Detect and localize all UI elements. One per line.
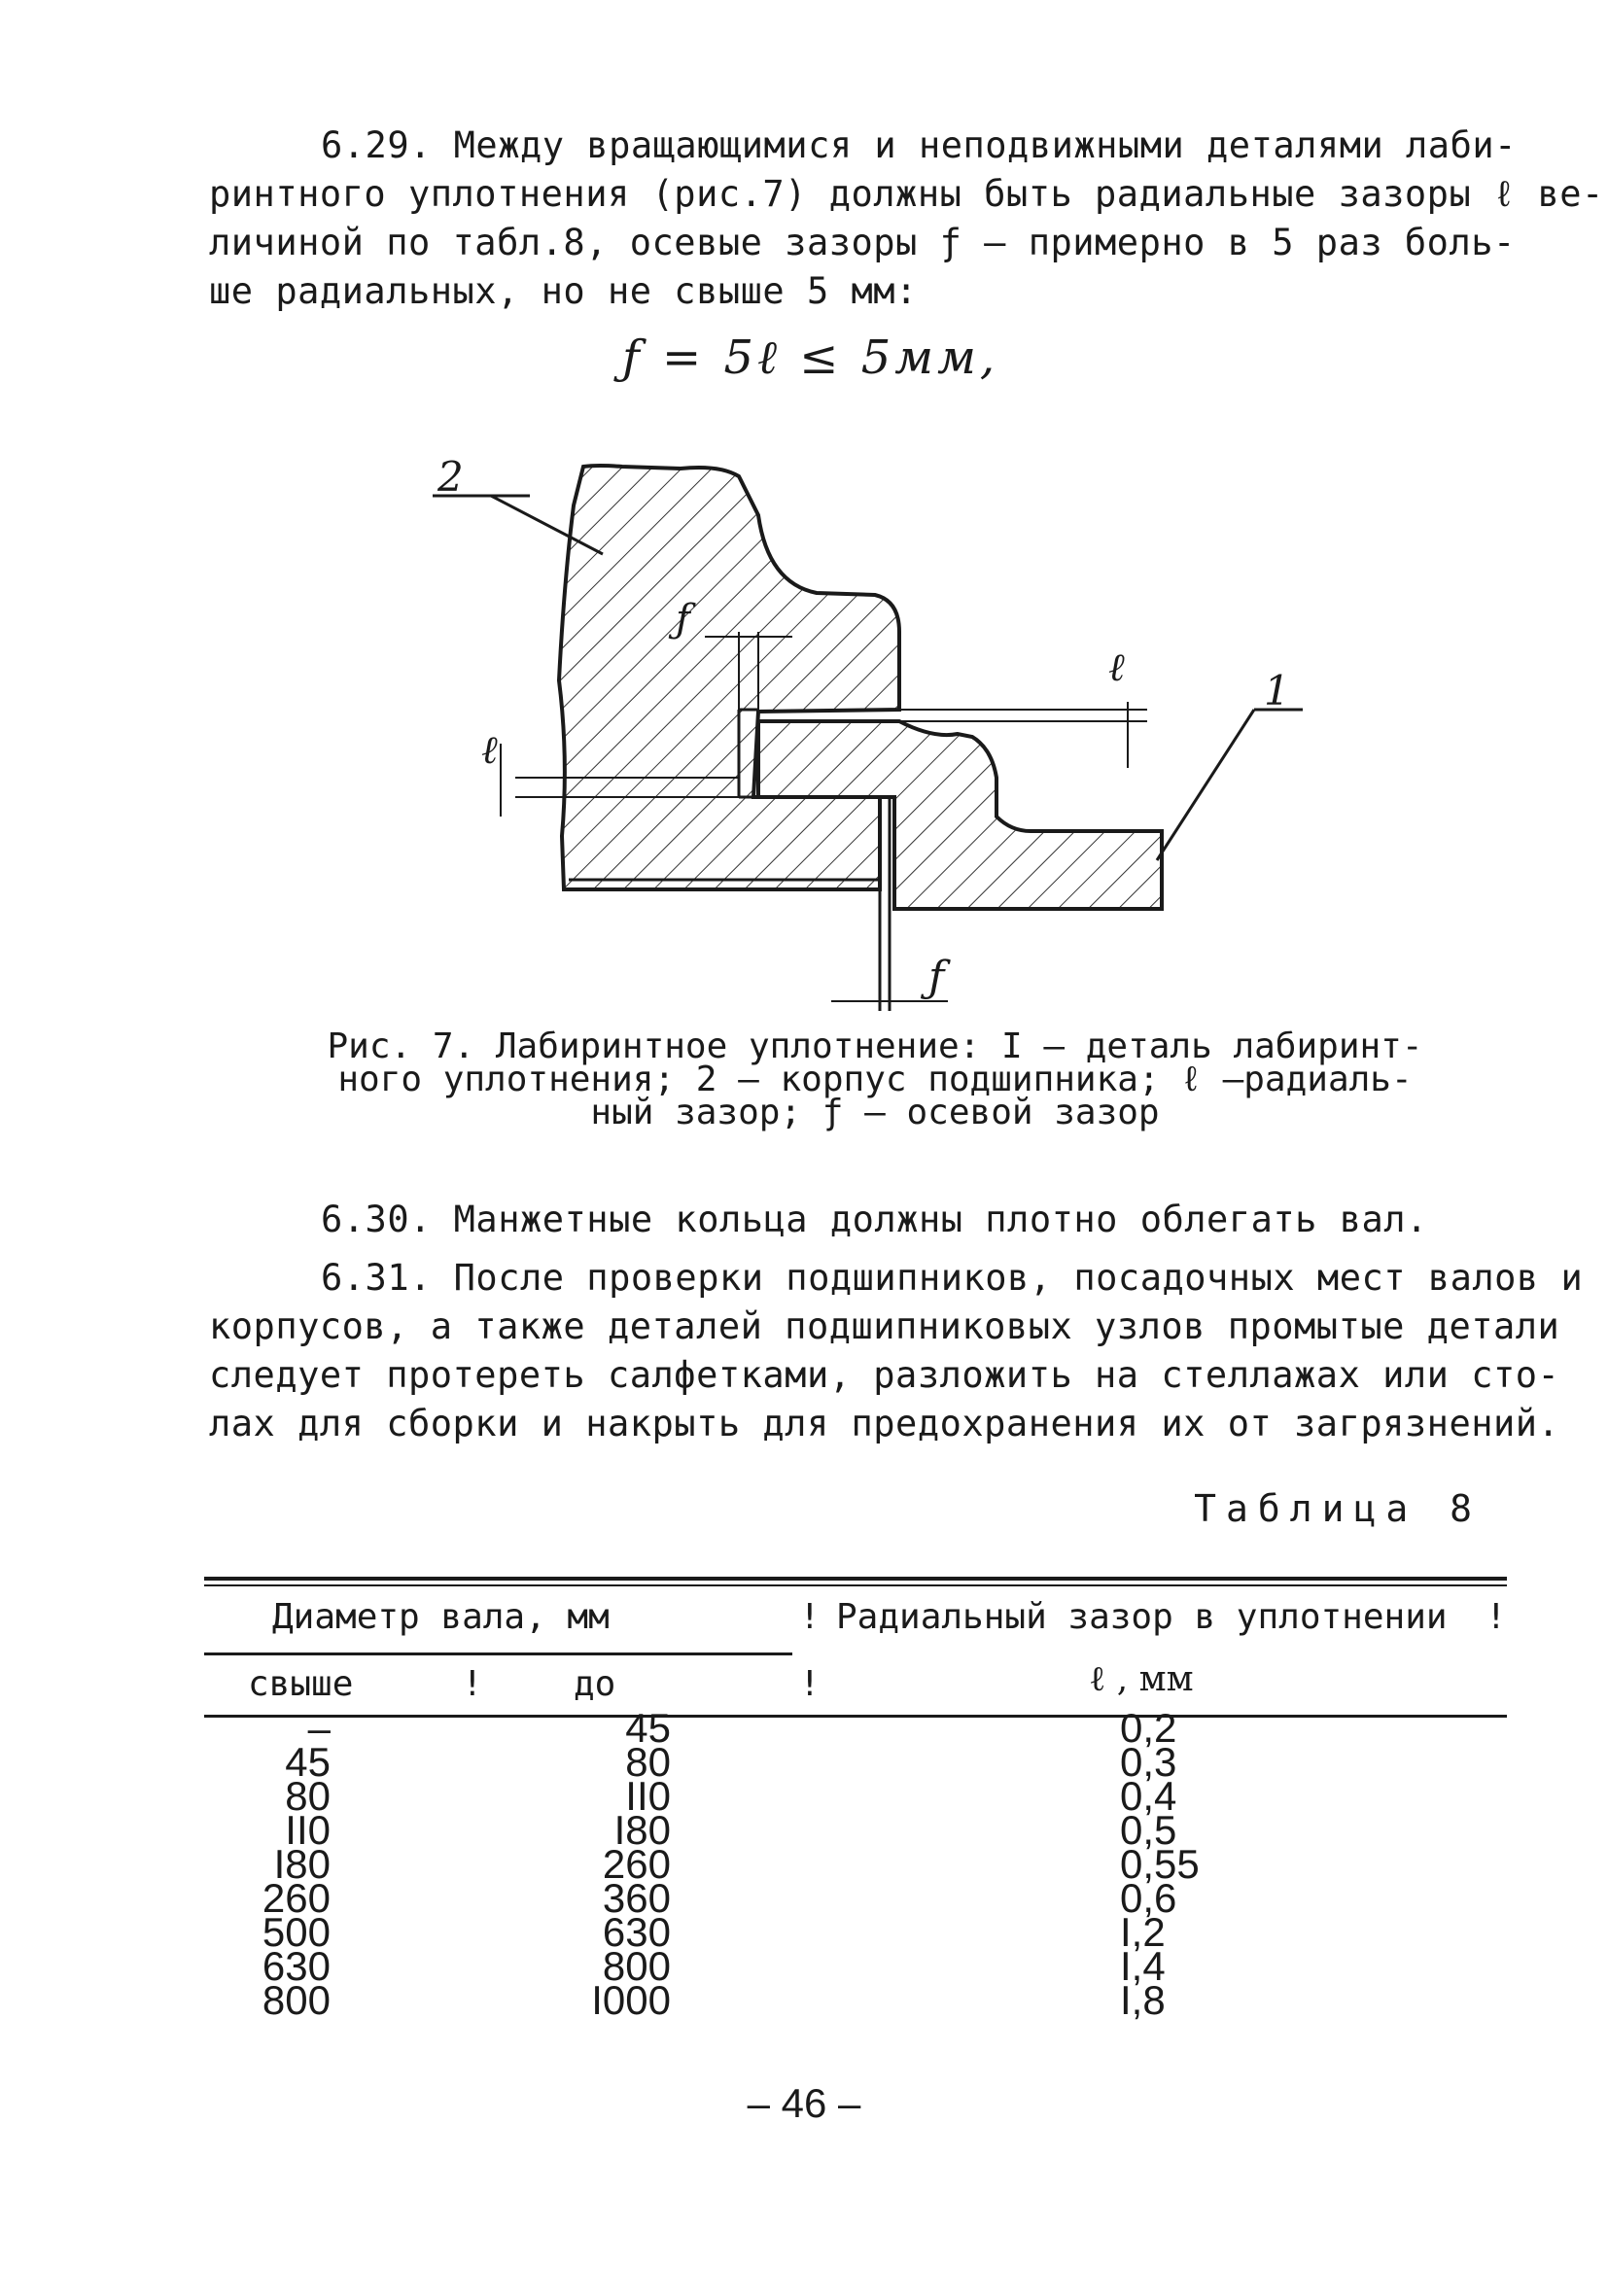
cell-above: – xyxy=(307,1705,331,1751)
header-gap-unit: ℓ , мм xyxy=(1089,1659,1194,1699)
table-title: Таблица 8 xyxy=(1194,1487,1482,1530)
cell-gap: I,4 xyxy=(1120,1943,1166,1989)
cell-gap: 0,6 xyxy=(1120,1875,1177,1921)
cell-above: 260 xyxy=(262,1875,331,1921)
header-diameter: Диаметр вала, мм xyxy=(272,1597,610,1637)
cell-to: I000 xyxy=(591,1977,671,2023)
section-6-29-line-3: личиной по табл.8, осевые зазоры ƒ – примерно в 5 раз боль- xyxy=(209,222,1516,263)
table-top-rule-2 xyxy=(204,1584,1507,1586)
figure-label-2: 2 xyxy=(437,453,464,501)
bearing-housing-part-2 xyxy=(559,466,899,889)
header-above: свыше xyxy=(248,1664,354,1704)
cell-above: I80 xyxy=(273,1841,331,1887)
section-6-30 xyxy=(209,1196,1541,1244)
cell-gap: 0,55 xyxy=(1120,1841,1200,1887)
cell-to: 800 xyxy=(602,1943,671,1989)
header-separator-3: ! xyxy=(462,1664,483,1704)
section-6-30-line: 6.30. Манжетные кольца должны плотно облегать вал. xyxy=(321,1199,1428,1240)
section-6-31-line-4: лах для сборки и накрыть для предохранения их от загрязнений. xyxy=(209,1403,1560,1444)
section-6-29-line-2: ринтного уплотнения (рис.7) должны быть радиальные зазоры ℓ ве- xyxy=(209,173,1604,215)
cell-to: I80 xyxy=(613,1807,671,1853)
section-6-31 xyxy=(209,1254,1584,1448)
cell-above: 800 xyxy=(262,1977,331,2023)
cell-to: 260 xyxy=(602,1841,671,1887)
cell-above: 630 xyxy=(262,1943,331,1989)
cell-gap: 0,5 xyxy=(1120,1807,1177,1853)
cell-above: II0 xyxy=(285,1807,331,1853)
cell-gap: I,8 xyxy=(1120,1977,1166,2023)
cell-above: 500 xyxy=(262,1909,331,1955)
cell-to: 80 xyxy=(625,1739,671,1785)
labyrinth-seal-figure xyxy=(0,0,1608,1069)
gap-formula: ƒ = 5ℓ ≤ 5мм, xyxy=(622,330,999,385)
figure-caption-line-3: ный зазор; ƒ – осевой зазор xyxy=(590,1093,1160,1132)
header-separator-1: ! xyxy=(799,1597,821,1637)
cell-gap: I,2 xyxy=(1120,1909,1166,1955)
table-top-rule xyxy=(204,1577,1507,1581)
cell-gap: 0,3 xyxy=(1120,1739,1177,1785)
figure-caption-line-1: Рис. 7. Лабиринтное уплотнение: I – деталь лабиринт- xyxy=(327,1026,1423,1066)
section-6-29-line-1: 6.29. Между вращающимися и неподвижными деталями лаби- xyxy=(321,124,1517,166)
cell-to: 45 xyxy=(625,1705,671,1751)
section-6-31-line-2: корпусов, а также деталей подшипниковых узлов промытые детали xyxy=(209,1305,1560,1347)
cell-to: 360 xyxy=(602,1875,671,1921)
cell-gap: 0,2 xyxy=(1120,1705,1177,1751)
figure-label-f-top: ƒ xyxy=(676,597,690,642)
column-above xyxy=(214,1705,331,2023)
figure-label-1: 1 xyxy=(1264,667,1290,714)
cell-to: 630 xyxy=(602,1909,671,1955)
header-mid-rule xyxy=(204,1652,792,1655)
column-to xyxy=(544,1705,671,2023)
figure-label-f-bottom: ƒ xyxy=(928,953,945,1002)
cell-above: 80 xyxy=(285,1773,331,1819)
header-separator-4: ! xyxy=(799,1664,821,1704)
figure-label-l-right: ℓ xyxy=(1108,645,1125,690)
section-6-29-line-4: ше радиальных, но не свыше 5 мм: xyxy=(209,270,918,312)
page-number: – 46 – xyxy=(747,2080,861,2126)
header-separator-2: ! xyxy=(1486,1597,1507,1637)
cell-above: 45 xyxy=(285,1739,331,1785)
figure-label-l-left: ℓ xyxy=(481,728,498,773)
header-to: до xyxy=(574,1664,616,1704)
header-gap: Радиальный зазор в уплотнении xyxy=(836,1597,1448,1637)
column-gap xyxy=(1120,1705,1276,2023)
figure-caption xyxy=(292,1026,1458,1132)
header-bottom-rule xyxy=(204,1715,1507,1718)
section-6-31-line-3: следует протереть салфетками, разложить на стеллажах или сто- xyxy=(209,1354,1560,1396)
section-6-31-line-1: 6.31. После проверки подшипников, посадочных мест валов и xyxy=(321,1257,1584,1299)
cell-gap: 0,4 xyxy=(1120,1773,1177,1819)
figure-caption-line-2: ного уплотнения; 2 – корпус подшипника; ℓ –радиаль- xyxy=(337,1060,1413,1099)
cell-to: II0 xyxy=(625,1773,671,1819)
